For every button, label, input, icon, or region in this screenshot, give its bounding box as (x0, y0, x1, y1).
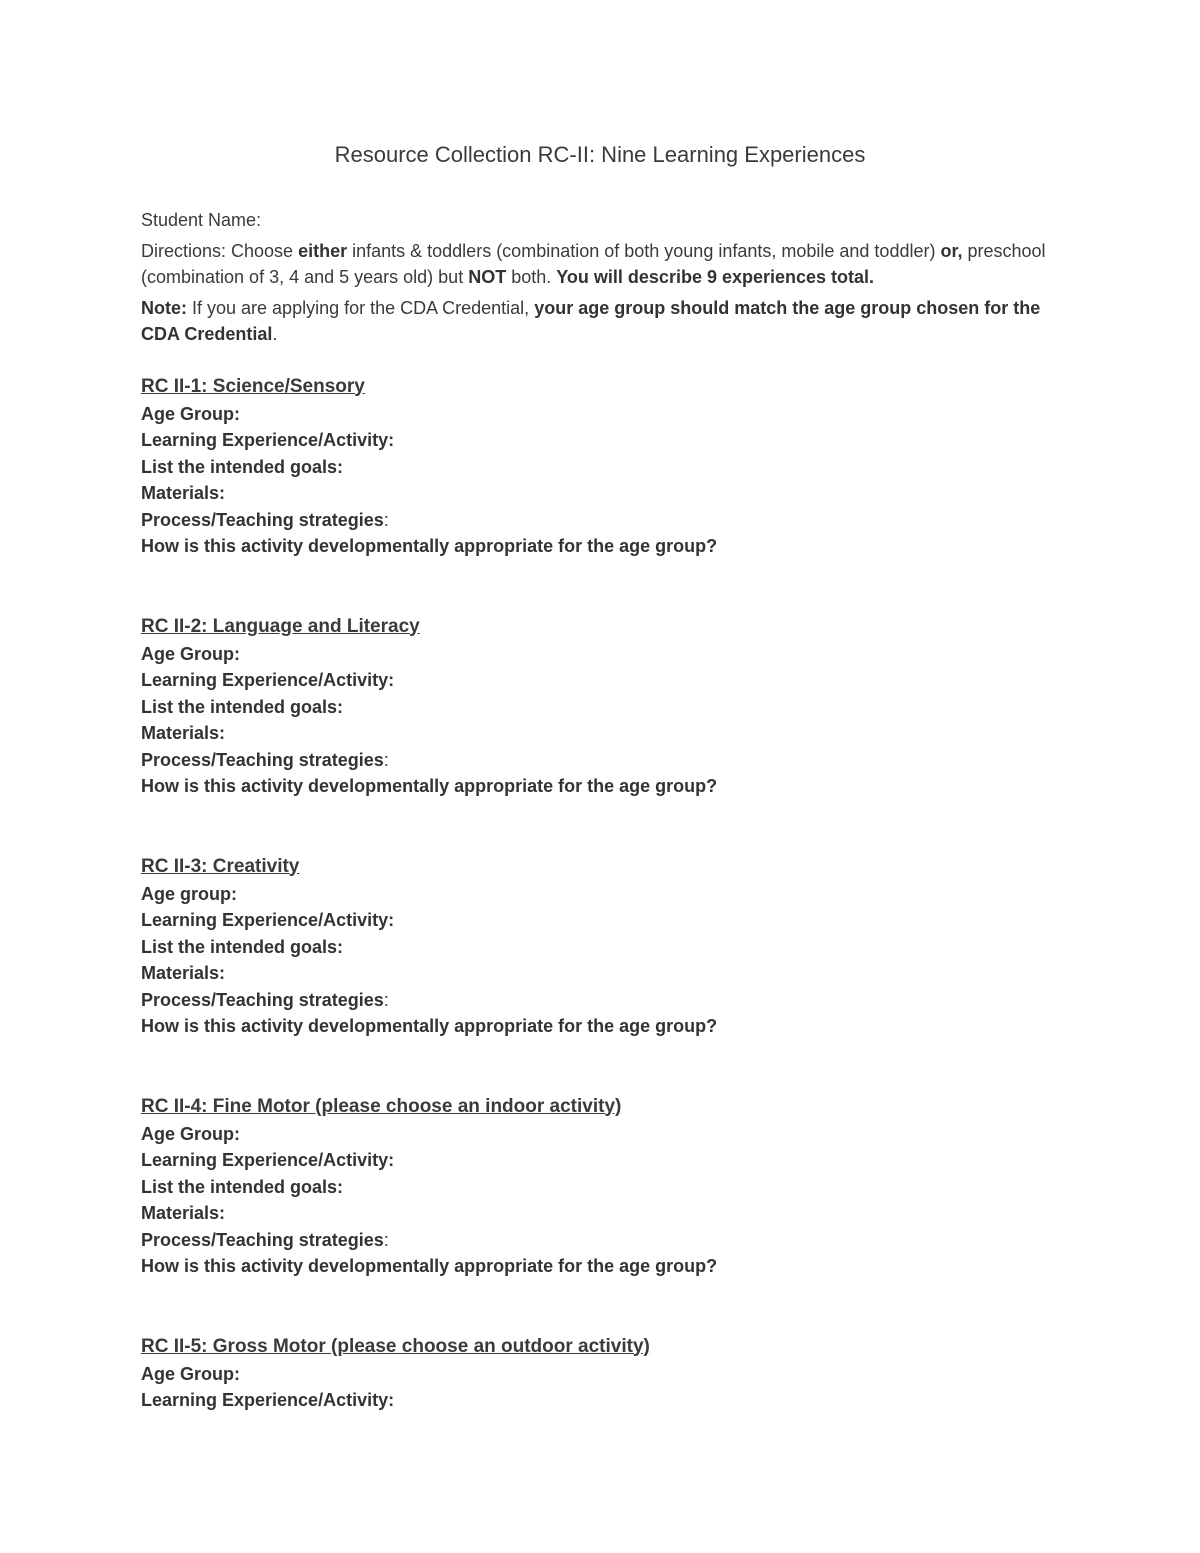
field-process-colon: : (383, 1229, 389, 1250)
section-creativity (141, 853, 1076, 1040)
directions-text-3: preschool (combination of 3, 4 and 5 years old) but (141, 240, 1046, 287)
field-developmentally-appropriate: How is this activity developmentally appropriate for the age group? (141, 776, 718, 796)
document-body (141, 207, 1076, 1414)
directions-text-1: Directions: Choose (141, 240, 299, 261)
field-age-group: Age Group: (141, 1123, 240, 1144)
directions-total: You will describe 9 experiences total. (556, 267, 875, 287)
field-materials: Materials: (141, 963, 226, 983)
section-heading: RC II-1: Science/Sensory (141, 375, 365, 397)
field-intended-goals: List the intended goals: (141, 936, 344, 957)
section-science-sensory (141, 373, 1076, 560)
field-process (141, 507, 1076, 534)
directions-not: NOT (468, 267, 507, 287)
field-intended-goals: List the intended goals: (141, 1176, 344, 1197)
field-process-colon: : (383, 749, 389, 770)
section-heading: RC II-4: Fine Motor (please choose an indoor activity) (141, 1095, 622, 1117)
note-end: . (272, 324, 278, 344)
field-materials: Materials: (141, 1203, 226, 1223)
field-process-label: Process/Teaching strategies (141, 749, 384, 770)
field-process (141, 747, 1076, 774)
field-process (141, 987, 1076, 1014)
field-learning-activity: Learning Experience/Activity: (141, 1150, 395, 1170)
note-text: If you are applying for the CDA Credential, (187, 297, 535, 318)
field-process (141, 1227, 1076, 1254)
note-paragraph (141, 295, 1076, 348)
field-age-group: Age group: (141, 883, 237, 904)
directions-text-4: both. (506, 267, 557, 287)
field-learning-activity: Learning Experience/Activity: (141, 1390, 395, 1410)
field-developmentally-appropriate: How is this activity developmentally appropriate for the age group? (141, 1016, 718, 1036)
section-heading: RC II-5: Gross Motor (please choose an outdoor activity) (141, 1335, 650, 1357)
field-intended-goals: List the intended goals: (141, 456, 344, 477)
note-bold-text: your age group should match the age group chosen for the CDA Credential (141, 297, 1041, 344)
directions-text-2: infants & toddlers (combination of both young infants, mobile and toddler) (347, 240, 941, 261)
field-learning-activity: Learning Experience/Activity: (141, 670, 395, 690)
field-age-group: Age Group: (141, 403, 240, 424)
field-materials: Materials: (141, 723, 226, 743)
directions-paragraph (141, 238, 1076, 291)
field-developmentally-appropriate: How is this activity developmentally appropriate for the age group? (141, 1256, 718, 1276)
field-learning-activity: Learning Experience/Activity: (141, 430, 395, 450)
document-title: Resource Collection RC-II: Nine Learning Experiences (334, 142, 866, 167)
field-process-label: Process/Teaching strategies (141, 1229, 384, 1250)
field-process-label: Process/Teaching strategies (141, 509, 384, 530)
field-learning-activity: Learning Experience/Activity: (141, 910, 395, 930)
field-process-colon: : (383, 989, 389, 1010)
field-materials: Materials: (141, 483, 226, 503)
section-heading: RC II-2: Language and Literacy (141, 615, 420, 637)
student-name-label: Student Name: (141, 210, 262, 230)
section-heading: RC II-3: Creativity (141, 855, 300, 877)
note-label: Note: (141, 297, 187, 318)
directions-or: or, (940, 240, 963, 261)
field-age-group: Age Group: (141, 643, 240, 664)
field-developmentally-appropriate: How is this activity developmentally appropriate for the age group? (141, 536, 718, 556)
field-process-label: Process/Teaching strategies (141, 989, 384, 1010)
directions-either: either (298, 240, 348, 261)
section-fine-motor (141, 1093, 1076, 1280)
section-gross-motor (141, 1333, 1076, 1414)
field-age-group: Age Group: (141, 1363, 240, 1384)
field-intended-goals: List the intended goals: (141, 696, 344, 717)
field-process-colon: : (383, 509, 389, 530)
section-language-literacy (141, 613, 1076, 800)
